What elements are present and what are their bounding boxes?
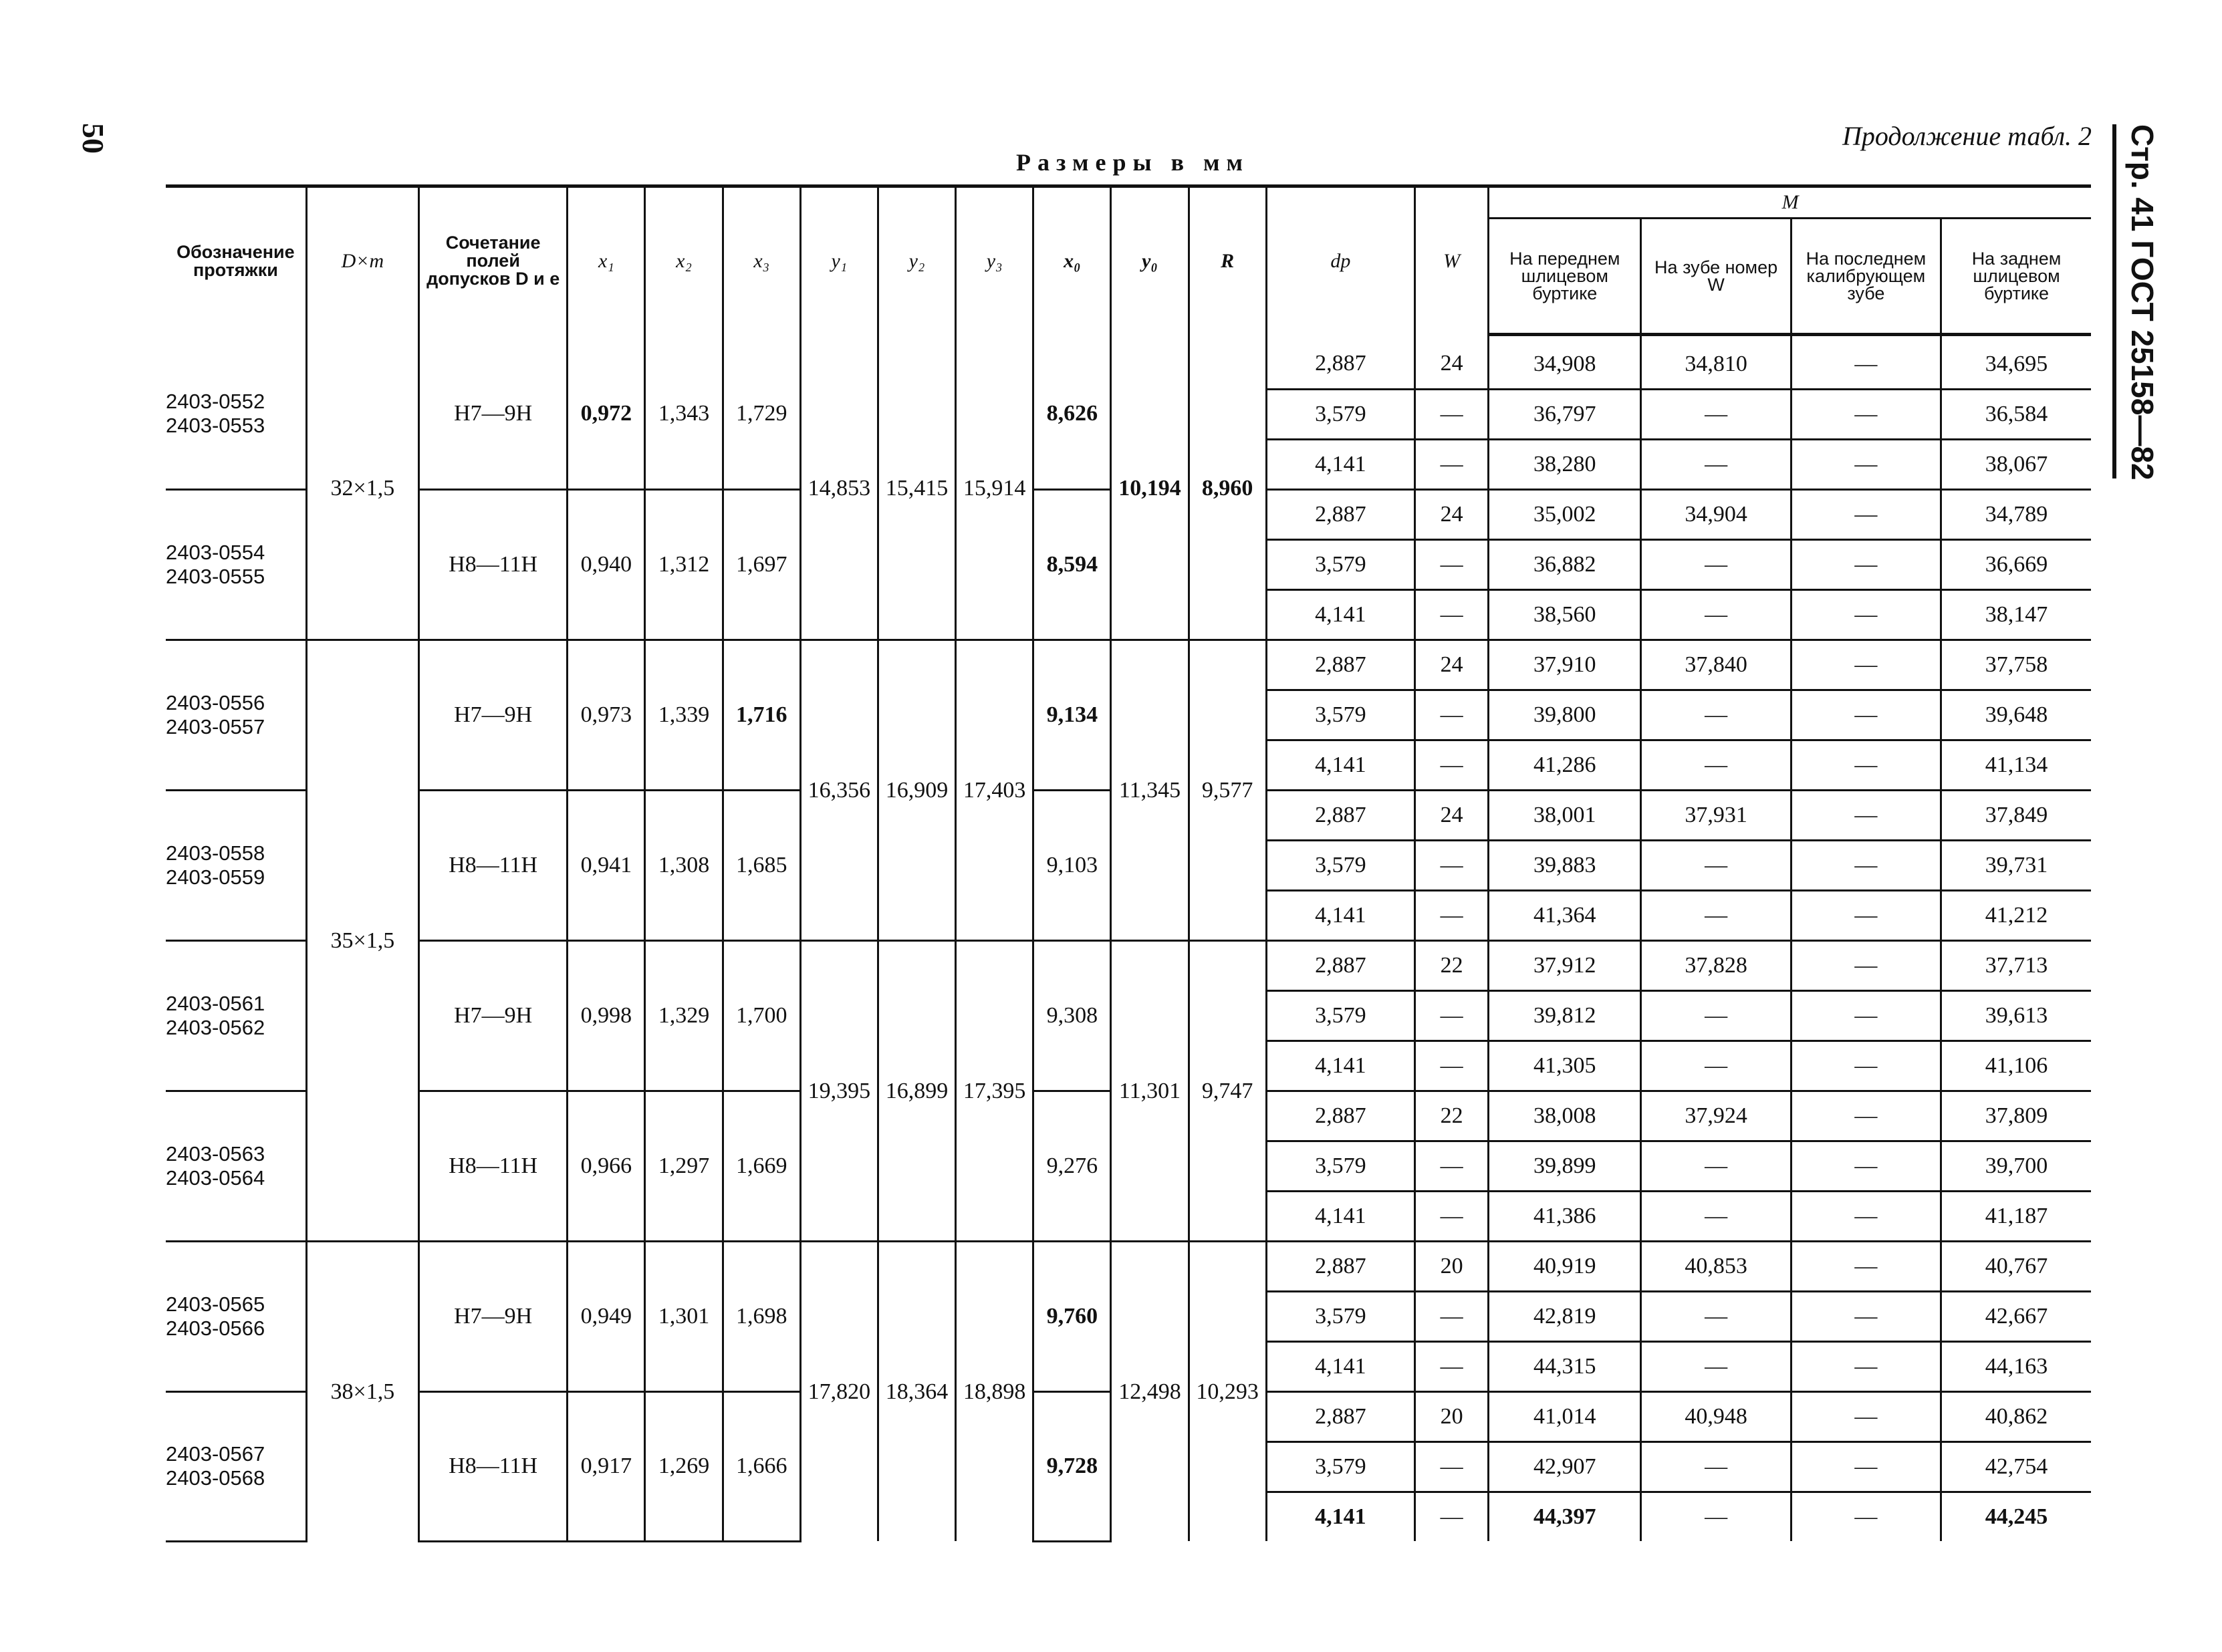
header-dxm: D×m [306,186,418,335]
m-tooth-value: 37,840 [1641,640,1791,690]
w-value: 22 [1415,1091,1489,1141]
x3-value: 1,685 [723,791,800,941]
x3-value: 1,729 [723,335,800,490]
y0-value: 11,301 [1111,941,1189,1242]
m-rear-value: 39,648 [1941,690,2091,740]
y3-value: 17,403 [956,640,1033,941]
tolerance-value: Н7—9Н [419,941,568,1091]
m-front-value: 38,560 [1489,590,1641,640]
m-last-value: — [1791,1292,1941,1342]
m-last-value: — [1791,841,1941,891]
dp-value: 4,141 [1266,1041,1414,1091]
w-value: 20 [1415,1392,1489,1442]
x1-value: 0,917 [568,1392,645,1542]
w-value: — [1415,440,1489,490]
sidebar-standard-label: Стр. 41 ГОСТ 25158—82 [2125,124,2160,480]
dp-value: 3,579 [1266,1141,1414,1192]
m-front-value: 39,883 [1489,841,1641,891]
dp-value: 3,579 [1266,390,1414,440]
m-front-value: 40,919 [1489,1242,1641,1292]
w-value: — [1415,841,1489,891]
w-value: 22 [1415,941,1489,991]
tolerance-value: Н7—9Н [419,335,568,490]
w-value: — [1415,1041,1489,1091]
m-tooth-value: 34,810 [1641,335,1791,390]
table-row [166,941,2091,991]
x2-value: 1,339 [645,640,723,791]
m-last-value: — [1791,1242,1941,1292]
m-front-value: 37,910 [1489,640,1641,690]
broach-code: 2403-0566 [166,1317,265,1340]
broach-codes [166,490,306,640]
y0-value: 10,194 [1111,335,1189,640]
m-front-value: 44,315 [1489,1342,1641,1392]
tolerance-value: Н8—11Н [419,490,568,640]
x1-value: 0,973 [568,640,645,791]
broach-code: 2403-0567 [166,1442,265,1466]
x0-value: 9,134 [1033,640,1111,791]
m-last-value: — [1791,1091,1941,1141]
m-front-value: 42,907 [1489,1442,1641,1492]
broach-code: 2403-0565 [166,1292,265,1316]
x2-value: 1,269 [645,1392,723,1542]
w-value: 24 [1415,490,1489,540]
header-x0: x₀ [1033,186,1111,335]
m-tooth-value: — [1641,991,1791,1041]
m-rear-value: 41,187 [1941,1192,2091,1242]
w-value: — [1415,891,1489,941]
tolerance-value: Н7—9Н [419,1242,568,1392]
m-tooth-value: — [1641,440,1791,490]
y2-value: 15,415 [878,335,955,640]
dp-value: 4,141 [1266,1192,1414,1242]
w-value: — [1415,1342,1489,1392]
m-last-value: — [1791,440,1941,490]
m-rear-value: 39,700 [1941,1141,2091,1192]
header-dp: dp [1266,186,1414,335]
m-tooth-value: — [1641,740,1791,791]
broach-code: 2403-0556 [166,691,265,714]
tolerance-value: Н8—11Н [419,791,568,941]
header-designation: Обозначение протяжки [166,186,306,335]
dp-value: 3,579 [1266,540,1414,590]
dp-value: 2,887 [1266,1242,1414,1292]
x2-value: 1,297 [645,1091,723,1242]
w-value: 20 [1415,1242,1489,1292]
m-rear-value: 42,667 [1941,1292,2091,1342]
y1-value: 19,395 [800,941,878,1242]
w-value: — [1415,991,1489,1041]
m-last-value: — [1791,1141,1941,1192]
m-tooth-value: — [1641,540,1791,590]
x2-value: 1,343 [645,335,723,490]
m-tooth-value: — [1641,1492,1791,1542]
m-rear-value: 41,212 [1941,891,2091,941]
units-note: Размеры в мм [1016,149,1250,176]
header-m-last: На последнем калибрующем зубе [1791,219,1941,335]
w-value: 24 [1415,791,1489,841]
header-w: W [1415,186,1489,335]
m-rear-value: 41,134 [1941,740,2091,791]
dp-value: 3,579 [1266,991,1414,1041]
broach-codes [166,791,306,941]
m-rear-value: 34,789 [1941,490,2091,540]
m-front-value: 41,305 [1489,1041,1641,1091]
y1-value: 17,820 [800,1242,878,1542]
w-value: — [1415,390,1489,440]
x0-value: 8,594 [1033,490,1111,640]
table-row [166,1242,2091,1292]
header-r: R [1189,186,1266,335]
m-last-value: — [1791,335,1941,390]
m-last-value: — [1791,891,1941,941]
r-value: 8,960 [1189,335,1266,640]
x0-value: 9,760 [1033,1242,1111,1392]
m-rear-value: 36,584 [1941,390,2091,440]
broach-code: 2403-0555 [166,565,265,588]
page-number: 50 [76,123,110,154]
x0-value: 9,103 [1033,791,1111,941]
m-front-value: 35,002 [1489,490,1641,540]
m-tooth-value: — [1641,590,1791,640]
m-tooth-value: — [1641,841,1791,891]
m-last-value: — [1791,490,1941,540]
m-front-value: 41,286 [1489,740,1641,791]
m-rear-value: 42,754 [1941,1442,2091,1492]
dp-value: 4,141 [1266,590,1414,640]
tolerance-value: Н7—9Н [419,640,568,791]
header-m-front: На переднем шлицевом буртике [1489,219,1641,335]
x1-value: 0,949 [568,1242,645,1392]
dp-value: 4,141 [1266,891,1414,941]
dp-value: 2,887 [1266,791,1414,841]
y3-value: 18,898 [956,1242,1033,1542]
m-last-value: — [1791,941,1941,991]
w-value: — [1415,1192,1489,1242]
m-rear-value: 38,067 [1941,440,2091,490]
x1-value: 0,941 [568,791,645,941]
dp-value: 2,887 [1266,490,1414,540]
broach-code: 2403-0559 [166,865,265,889]
r-value: 9,747 [1189,941,1266,1242]
m-tooth-value: 40,948 [1641,1392,1791,1442]
y3-value: 15,914 [956,335,1033,640]
y2-value: 16,909 [878,640,955,941]
header-m-rear: На заднем шлицевом буртике [1941,219,2091,335]
x3-value: 1,697 [723,490,800,640]
w-value: — [1415,690,1489,740]
m-front-value: 34,908 [1489,335,1641,390]
broach-code: 2403-0568 [166,1466,265,1490]
m-tooth-value: 40,853 [1641,1242,1791,1292]
broach-code: 2403-0552 [166,389,265,413]
m-tooth-value: 37,931 [1641,791,1791,841]
m-front-value: 38,280 [1489,440,1641,490]
w-value: — [1415,590,1489,640]
x1-value: 0,972 [568,335,645,490]
m-front-value: 41,386 [1489,1192,1641,1242]
broach-code: 2403-0557 [166,715,265,738]
tolerance-value: Н8—11Н [419,1392,568,1542]
x2-value: 1,301 [645,1242,723,1392]
m-last-value: — [1791,1041,1941,1091]
dxm-value: 38×1,5 [306,1242,418,1542]
broach-code: 2403-0553 [166,413,265,437]
dp-value: 3,579 [1266,1292,1414,1342]
m-front-value: 44,397 [1489,1492,1641,1542]
w-value: — [1415,1292,1489,1342]
m-front-value: 41,014 [1489,1392,1641,1442]
m-rear-value: 37,849 [1941,791,2091,841]
standard-sidebar [2112,124,2166,480]
m-rear-value: 37,809 [1941,1091,2091,1141]
x0-value: 9,308 [1033,941,1111,1091]
r-value: 10,293 [1189,1242,1266,1542]
x3-value: 1,669 [723,1091,800,1242]
m-front-value: 42,819 [1489,1292,1641,1342]
broach-codes [166,640,306,791]
w-value: 24 [1415,335,1489,390]
broach-codes [166,1392,306,1542]
dp-value: 4,141 [1266,440,1414,490]
header-m-tooth: На зубе номер W [1641,219,1791,335]
y2-value: 16,899 [878,941,955,1242]
broach-codes [166,1091,306,1242]
r-value: 9,577 [1189,640,1266,941]
w-value: 24 [1415,640,1489,690]
w-value: — [1415,540,1489,590]
dxm-value: 35×1,5 [306,640,418,1242]
dp-value: 2,887 [1266,1091,1414,1141]
x1-value: 0,940 [568,490,645,640]
y3-value: 17,395 [956,941,1033,1242]
w-value: — [1415,1141,1489,1192]
m-tooth-value: — [1641,1141,1791,1192]
m-front-value: 36,797 [1489,390,1641,440]
m-tooth-value: — [1641,1342,1791,1392]
m-rear-value: 39,613 [1941,991,2091,1041]
broach-code: 2403-0563 [166,1142,265,1165]
header-x2: x₂ [645,186,723,335]
x3-value: 1,716 [723,640,800,791]
broach-codes [166,1242,306,1392]
m-rear-value: 40,767 [1941,1242,2091,1292]
m-rear-value: 37,713 [1941,941,2091,991]
m-last-value: — [1791,640,1941,690]
x1-value: 0,966 [568,1091,645,1242]
dp-value: 4,141 [1266,740,1414,791]
x2-value: 1,308 [645,791,723,941]
header-m: M [1489,186,2091,219]
m-rear-value: 38,147 [1941,590,2091,640]
w-value: — [1415,1492,1489,1542]
m-last-value: — [1791,1492,1941,1542]
m-front-value: 37,912 [1489,941,1641,991]
table-body [166,335,2091,1542]
x2-value: 1,312 [645,490,723,640]
m-rear-value: 39,731 [1941,841,2091,891]
y1-value: 14,853 [800,335,878,640]
m-front-value: 39,812 [1489,991,1641,1041]
m-tooth-value: — [1641,1292,1791,1342]
x3-value: 1,700 [723,941,800,1091]
header-tolerance: Сочетание полей допусков D и e [419,186,568,335]
dp-value: 4,141 [1266,1342,1414,1392]
m-last-value: — [1791,590,1941,640]
broach-codes [166,335,306,490]
m-rear-value: 40,862 [1941,1392,2091,1442]
m-tooth-value: 37,828 [1641,941,1791,991]
m-tooth-value: 37,924 [1641,1091,1791,1141]
m-rear-value: 37,758 [1941,640,2091,690]
broach-code: 2403-0561 [166,992,265,1015]
dp-value: 3,579 [1266,1442,1414,1492]
m-rear-value: 34,695 [1941,335,2091,390]
x0-value: 9,276 [1033,1091,1111,1242]
table-row [166,640,2091,690]
sidebar-rule [2112,124,2116,478]
w-value: — [1415,740,1489,791]
dxm-value: 32×1,5 [306,335,418,640]
header-y2: y₂ [878,186,955,335]
x3-value: 1,666 [723,1392,800,1542]
m-front-value: 36,882 [1489,540,1641,590]
w-value: — [1415,1442,1489,1492]
m-last-value: — [1791,540,1941,590]
header-x1: x₁ [568,186,645,335]
m-last-value: — [1791,690,1941,740]
table-row [166,335,2091,390]
y1-value: 16,356 [800,640,878,941]
y2-value: 18,364 [878,1242,955,1542]
m-tooth-value: 34,904 [1641,490,1791,540]
m-tooth-value: — [1641,690,1791,740]
broach-code: 2403-0558 [166,841,265,865]
dp-value: 2,887 [1266,640,1414,690]
table-continuation-note: Продолжение табл. 2 [1842,121,2092,151]
tolerance-value: Н8—11Н [419,1091,568,1242]
m-tooth-value: — [1641,1442,1791,1492]
m-front-value: 39,899 [1489,1141,1641,1192]
broach-code: 2403-0562 [166,1016,265,1039]
dp-value: 3,579 [1266,690,1414,740]
y0-value: 12,498 [1111,1242,1189,1542]
dp-value: 2,887 [1266,941,1414,991]
broach-code: 2403-0564 [166,1166,265,1190]
dp-value: 3,579 [1266,841,1414,891]
x0-value: 8,626 [1033,335,1111,490]
x2-value: 1,329 [645,941,723,1091]
m-tooth-value: — [1641,390,1791,440]
header-y1: y₁ [800,186,878,335]
m-rear-value: 36,669 [1941,540,2091,590]
m-tooth-value: — [1641,1041,1791,1091]
x1-value: 0,998 [568,941,645,1091]
m-last-value: — [1791,1342,1941,1392]
broach-code: 2403-0554 [166,541,265,564]
header-y3: y₃ [956,186,1033,335]
m-last-value: — [1791,991,1941,1041]
header-y0: y₀ [1111,186,1189,335]
m-rear-value: 44,163 [1941,1342,2091,1392]
m-last-value: — [1791,1442,1941,1492]
dp-value: 2,887 [1266,335,1414,390]
m-front-value: 39,800 [1489,690,1641,740]
broach-codes [166,941,306,1091]
header-x3: x₃ [723,186,800,335]
dp-value: 2,887 [1266,1392,1414,1442]
x3-value: 1,698 [723,1242,800,1392]
m-last-value: — [1791,1392,1941,1442]
broach-dimensions-table [166,184,2091,1542]
m-last-value: — [1791,390,1941,440]
m-tooth-value: — [1641,1192,1791,1242]
m-tooth-value: — [1641,891,1791,941]
m-last-value: — [1791,791,1941,841]
m-front-value: 38,008 [1489,1091,1641,1141]
m-front-value: 41,364 [1489,891,1641,941]
m-last-value: — [1791,1192,1941,1242]
m-last-value: — [1791,740,1941,791]
m-rear-value: 44,245 [1941,1492,2091,1542]
m-rear-value: 41,106 [1941,1041,2091,1091]
m-front-value: 38,001 [1489,791,1641,841]
dp-value: 4,141 [1266,1492,1414,1542]
y0-value: 11,345 [1111,640,1189,941]
x0-value: 9,728 [1033,1392,1111,1542]
